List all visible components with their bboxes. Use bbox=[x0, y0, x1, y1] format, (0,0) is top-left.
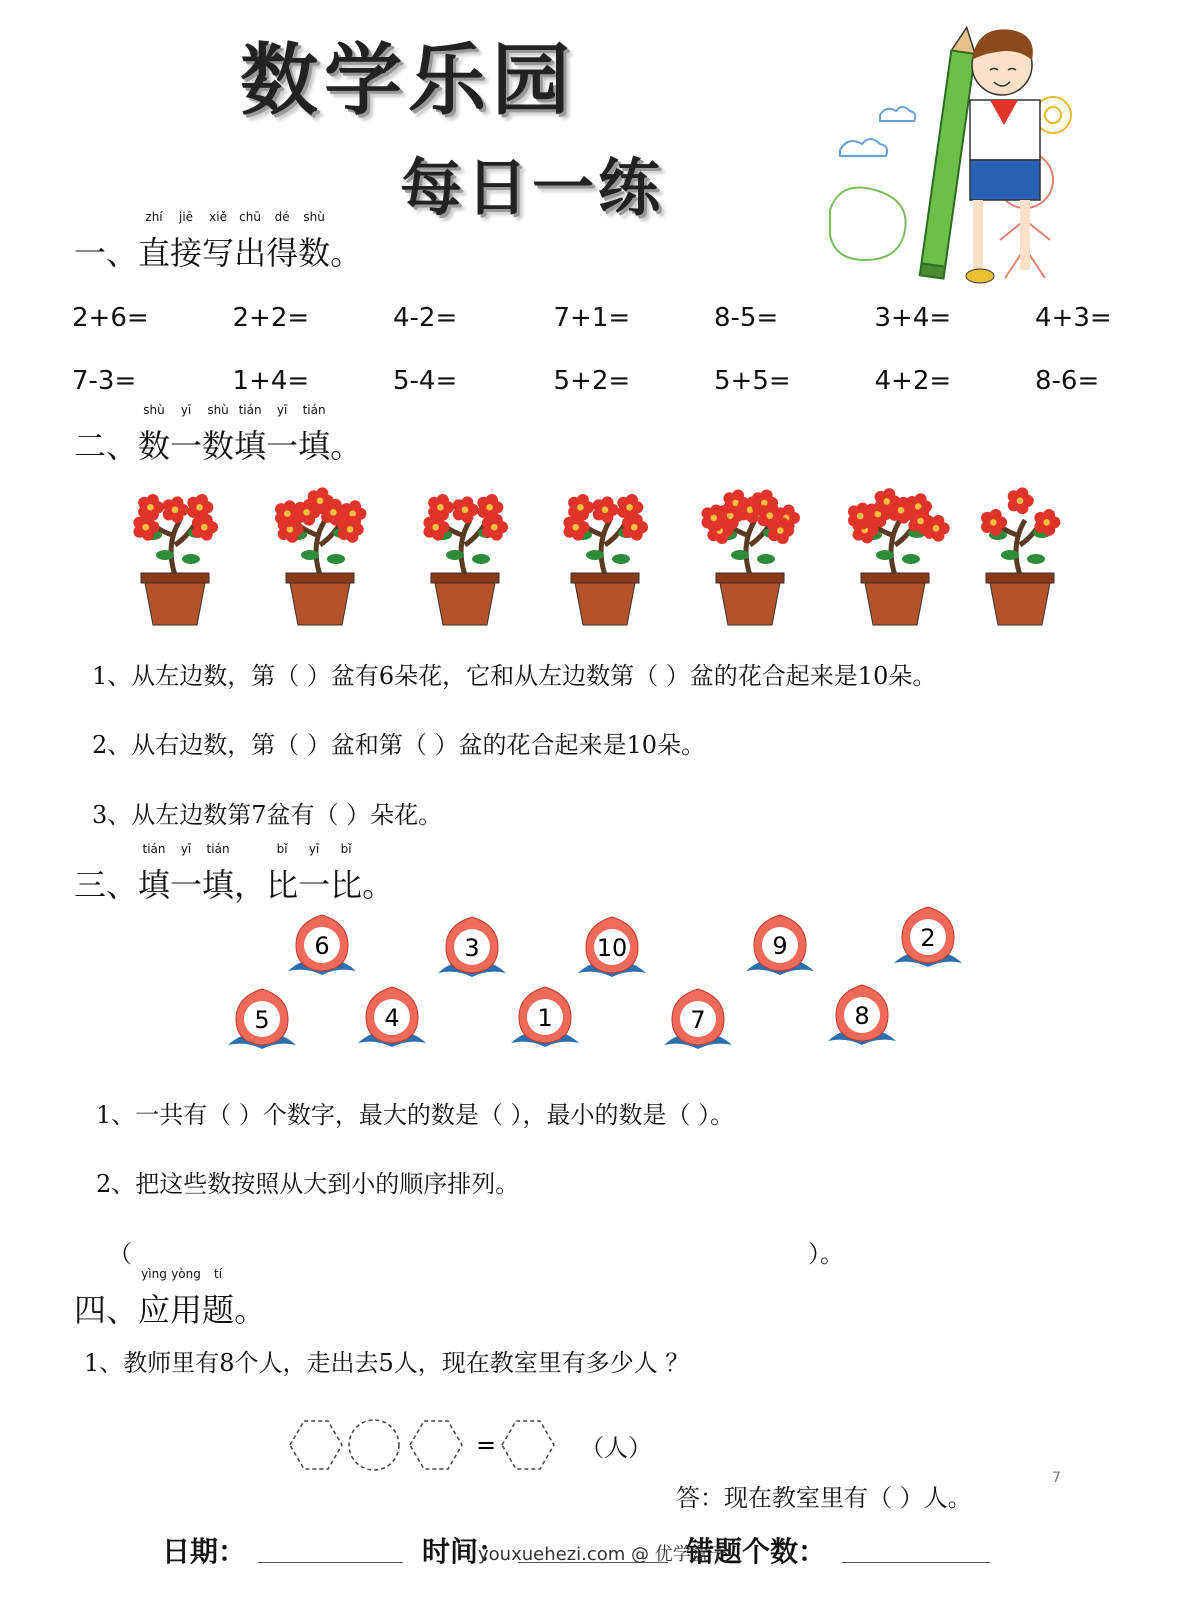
heading-char: 比 bǐ bbox=[330, 842, 363, 904]
arith-problem[interactable]: 8-6= bbox=[1035, 366, 1100, 396]
cloud-icon bbox=[880, 107, 915, 121]
question-2-3: 3、从左边数第7盆有（ ）朵花。 bbox=[92, 801, 443, 829]
pinyin: shù bbox=[207, 403, 229, 417]
peach bbox=[228, 989, 296, 1049]
hexagon-answer-blank[interactable] bbox=[502, 1421, 554, 1469]
pinyin: xiě bbox=[209, 210, 227, 224]
pencil-icon bbox=[921, 51, 975, 267]
date-line[interactable] bbox=[258, 1562, 403, 1563]
pinyin: chū bbox=[239, 210, 261, 224]
flower-pot bbox=[563, 494, 648, 625]
peach-number: 6 bbox=[314, 932, 330, 960]
peach-number: 5 bbox=[254, 1006, 270, 1034]
heading-char: 填 tián bbox=[138, 842, 171, 904]
arith-problem[interactable]: 1+4= bbox=[232, 366, 310, 396]
pinyin: tián bbox=[238, 403, 262, 417]
section-punct: 。 bbox=[234, 1291, 267, 1329]
heading-char: 数 shù bbox=[202, 403, 235, 465]
peach bbox=[288, 915, 356, 975]
flower-pot bbox=[275, 487, 366, 625]
order-answer-open: （ bbox=[108, 1240, 132, 1268]
pinyin: yī bbox=[276, 403, 288, 417]
peach bbox=[894, 907, 962, 967]
arith-problem[interactable]: 4-2= bbox=[393, 303, 458, 333]
peach-number: 2 bbox=[920, 924, 936, 952]
arith-problem[interactable]: 2+2= bbox=[232, 303, 310, 333]
section-4-heading bbox=[74, 1267, 267, 1331]
heading-char: 一 yī bbox=[298, 842, 331, 904]
section-3-heading bbox=[74, 842, 395, 906]
page-subtitle: 每日一练 bbox=[400, 151, 665, 224]
heading-char: ， bbox=[234, 866, 267, 904]
peach-number: 1 bbox=[537, 1004, 553, 1032]
flower-pot bbox=[702, 489, 800, 625]
pig-icon bbox=[830, 188, 906, 261]
peach bbox=[438, 917, 506, 977]
peaches-illustration bbox=[220, 905, 980, 1065]
unit-label: （人） bbox=[580, 1434, 652, 1462]
hexagon-blank[interactable] bbox=[410, 1421, 462, 1469]
arith-problem[interactable]: 5-4= bbox=[393, 366, 458, 396]
time-label: 时间： bbox=[422, 1535, 507, 1568]
peach bbox=[828, 985, 896, 1045]
section-1-heading bbox=[74, 210, 363, 274]
order-answer-close: ）。 bbox=[808, 1240, 844, 1268]
heading-char: 填 tián bbox=[234, 403, 267, 465]
section-number: 一、 bbox=[74, 234, 139, 272]
watermark: youxuehezi.com @ 优学盒子 bbox=[478, 1544, 727, 1565]
pinyin: shù bbox=[143, 403, 165, 417]
equals-sign: = bbox=[476, 1431, 497, 1459]
question-2-2: 2、从右边数，第（ ）盆和第（ ）盆的花合起来是10朵。 bbox=[92, 731, 706, 759]
pinyin: dé bbox=[274, 210, 290, 224]
pinyin: bǐ bbox=[276, 842, 288, 856]
question-3-1: 1、一共有（ ）个数字，最大的数是（ ），最小的数是（ ）。 bbox=[96, 1101, 735, 1129]
section-number: 四、 bbox=[74, 1291, 139, 1329]
cloud-icon bbox=[840, 139, 887, 156]
pinyin: jiē bbox=[179, 210, 194, 224]
section-2-heading bbox=[74, 403, 363, 467]
arith-problem[interactable]: 5+5= bbox=[714, 366, 791, 396]
pinyin: tián bbox=[206, 842, 230, 856]
flower-pot bbox=[423, 494, 508, 625]
section-number: 二、 bbox=[74, 427, 139, 465]
flower-pot bbox=[981, 487, 1060, 625]
date-label: 日期： bbox=[162, 1535, 247, 1568]
heading-char: 一 yī bbox=[170, 403, 203, 465]
pinyin: yī bbox=[308, 842, 320, 856]
arith-problem[interactable]: 8-5= bbox=[714, 303, 779, 333]
peach bbox=[746, 915, 814, 975]
pinyin: tí bbox=[214, 1267, 223, 1281]
errors-label: 错题个数： bbox=[686, 1535, 827, 1568]
heading-char: 用 yòng bbox=[170, 1267, 203, 1329]
page-number: 7 bbox=[1052, 1470, 1061, 1486]
pinyin: shù bbox=[303, 210, 325, 224]
heading-char: 出 chū bbox=[234, 210, 267, 272]
section-punct: 。 bbox=[330, 234, 363, 272]
section-punct: 。 bbox=[362, 866, 395, 904]
errors-line[interactable] bbox=[842, 1562, 990, 1563]
peach-number: 8 bbox=[854, 1002, 870, 1030]
question-2-1: 1、从左边数，第（ ）盆有6朵花，它和从左边数第（ ）盆的花合起来是10朵。 bbox=[92, 662, 937, 690]
page-title: 数学乐园 bbox=[240, 36, 577, 126]
pinyin: yī bbox=[180, 842, 192, 856]
heading-char: 直 zhí bbox=[138, 210, 171, 272]
heading-char: 填 tián bbox=[202, 842, 235, 904]
heading-char: 比 bǐ bbox=[266, 842, 299, 904]
heading-char: 数 shù bbox=[298, 210, 331, 272]
arith-problem[interactable]: 2+6= bbox=[72, 303, 149, 333]
peach-number: 4 bbox=[384, 1004, 400, 1032]
heading-char: 一 yī bbox=[170, 842, 203, 904]
arith-problem[interactable]: 5+2= bbox=[553, 366, 631, 396]
section-number: 三、 bbox=[74, 866, 139, 904]
pinyin: bǐ bbox=[340, 842, 352, 856]
arith-problem[interactable]: 7+1= bbox=[553, 303, 631, 333]
flower-pot bbox=[848, 488, 950, 625]
heading-char: 应 yìng bbox=[138, 1267, 171, 1329]
peach bbox=[578, 917, 646, 977]
heading-char: 一 yī bbox=[266, 403, 299, 465]
peach-number: 7 bbox=[690, 1006, 706, 1034]
heading-char: 接 jiē bbox=[170, 210, 203, 272]
arith-problem[interactable]: 4+3= bbox=[1035, 303, 1112, 333]
boy-pencil-illustration bbox=[820, 20, 1090, 295]
arith-problem[interactable]: 7-3= bbox=[72, 366, 137, 396]
peach bbox=[664, 989, 732, 1049]
pinyin: tián bbox=[302, 403, 326, 417]
peach bbox=[358, 987, 426, 1047]
peach bbox=[511, 987, 579, 1047]
hexagon-blank[interactable] bbox=[290, 1421, 342, 1469]
heading-char: 写 xiě bbox=[202, 210, 235, 272]
question-4-1: 1、教师里有8个人，走出去5人，现在教室里有多少人 ？ bbox=[84, 1349, 690, 1377]
flower-pots-illustration bbox=[125, 475, 1075, 640]
equation-boxes bbox=[276, 1415, 566, 1475]
peach-number: 9 bbox=[772, 932, 788, 960]
pinyin: yòng bbox=[171, 1267, 201, 1281]
circle-blank[interactable] bbox=[349, 1420, 399, 1470]
peach-number: 3 bbox=[464, 934, 480, 962]
question-3-2: 2、把这些数按照从大到小的顺序排列。 bbox=[96, 1170, 520, 1198]
arith-problem[interactable]: 3+4= bbox=[874, 303, 952, 333]
heading-char: 题 tí bbox=[202, 1267, 235, 1329]
pinyin: yī bbox=[180, 403, 192, 417]
pinyin: yìng bbox=[141, 1267, 167, 1281]
pinyin: zhí bbox=[145, 210, 163, 224]
arith-problem[interactable]: 4+2= bbox=[874, 366, 952, 396]
section-punct: 。 bbox=[330, 427, 363, 465]
flower-pot bbox=[133, 494, 218, 625]
heading-char: 得 dé bbox=[266, 210, 299, 272]
heading-char: 填 tián bbox=[298, 403, 331, 465]
heading-char: 数 shù bbox=[138, 403, 171, 465]
answer-sentence: 答：现在教室里有（ ）人。 bbox=[676, 1484, 972, 1512]
pinyin: tián bbox=[142, 842, 166, 856]
peach-number: 10 bbox=[596, 934, 628, 962]
